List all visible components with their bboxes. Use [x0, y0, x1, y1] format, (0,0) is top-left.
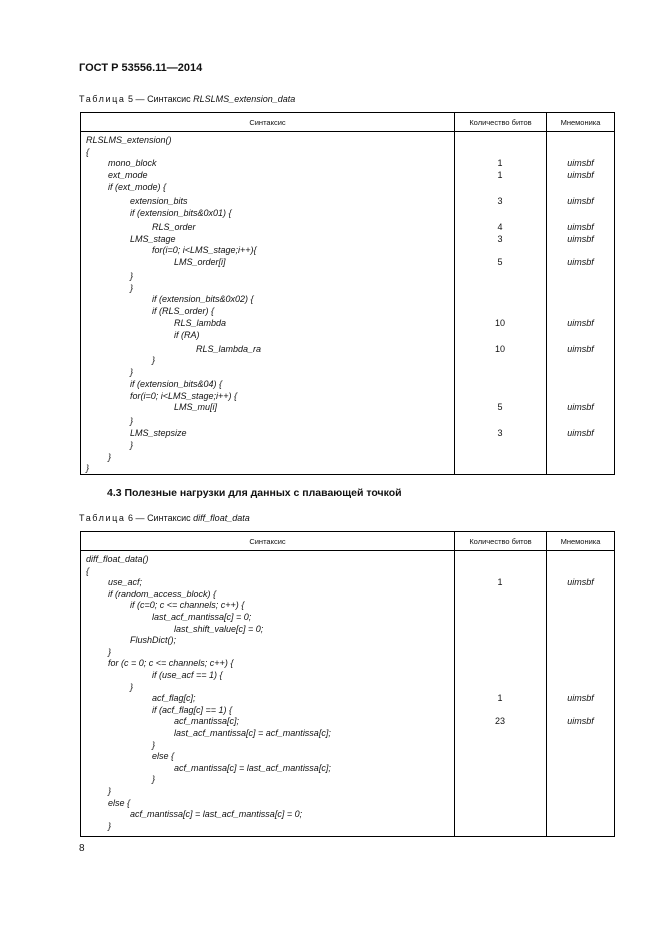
- syntax-code: }: [108, 647, 112, 657]
- table-row: [81, 245, 614, 256]
- syntax-code: }: [130, 367, 134, 377]
- table-row: [81, 612, 614, 623]
- bit-count: 10: [494, 344, 505, 354]
- table-row: [81, 763, 614, 774]
- syntax-code: RLS_order: [152, 222, 196, 232]
- syntax-code: LMS_stepsize: [130, 428, 187, 438]
- mnemonic: uimsbf: [567, 577, 594, 587]
- syntax-table-5: [80, 112, 615, 475]
- bit-count: 23: [494, 716, 505, 726]
- table-row: [81, 271, 614, 282]
- table-row: [81, 740, 614, 751]
- table-row: [81, 821, 614, 832]
- table-row: [81, 428, 614, 439]
- table-row: [81, 257, 614, 268]
- table-row: [81, 158, 614, 169]
- syntax-code: }: [152, 774, 156, 784]
- syntax-code: }: [108, 786, 112, 796]
- table-row: [81, 658, 614, 669]
- bit-count: 1: [497, 693, 503, 703]
- table-row: [81, 463, 614, 474]
- bit-count: 3: [497, 428, 503, 438]
- bit-count: 1: [497, 170, 503, 180]
- table-row: [81, 728, 614, 739]
- table-row: [81, 402, 614, 413]
- table-row: [81, 589, 614, 600]
- column-header-syntax: Синтаксис: [249, 118, 286, 127]
- bit-count: 1: [497, 577, 503, 587]
- column-header-mnemonic: Мнемоника: [560, 537, 601, 546]
- table-row: [81, 440, 614, 451]
- standard-designation: ГОСТ Р 53556.11—2014: [79, 62, 203, 74]
- bit-count: 10: [494, 318, 505, 328]
- syntax-code: }: [108, 821, 112, 831]
- table-row: [81, 234, 614, 245]
- syntax-table-6: [80, 531, 615, 837]
- table-row: [81, 682, 614, 693]
- table-row: [81, 208, 614, 219]
- column-header-mnemonic: Мнемоника: [560, 118, 601, 127]
- syntax-code: }: [86, 463, 90, 473]
- table-row: [81, 577, 614, 588]
- table-row: [81, 600, 614, 611]
- caption-prefix: Синтаксис: [147, 94, 191, 104]
- table-row: [81, 222, 614, 233]
- syntax-code: if (extension_bits&0x01) {: [130, 208, 232, 218]
- mnemonic: uimsbf: [567, 170, 594, 180]
- mnemonic: uimsbf: [567, 234, 594, 244]
- mnemonic: uimsbf: [567, 257, 594, 267]
- table-row: [81, 774, 614, 785]
- syntax-code: last_acf_mantissa[c] = 0;: [152, 612, 252, 622]
- bit-count: 3: [497, 196, 503, 206]
- syntax-code: if (extension_bits&0x02) {: [152, 294, 254, 304]
- bit-count: 4: [497, 222, 503, 232]
- mnemonic: uimsbf: [567, 158, 594, 168]
- table-row: [81, 647, 614, 658]
- syntax-code: diff_float_data(): [86, 554, 149, 564]
- table-row: [81, 693, 614, 704]
- syntax-code: }: [108, 452, 112, 462]
- syntax-code: for(i=0; i<LMS_stage;i++){: [152, 245, 257, 255]
- syntax-code: {: [86, 566, 90, 576]
- syntax-code: LMS_order[i]: [174, 257, 226, 267]
- table-row: [81, 170, 614, 181]
- table-number: 5: [128, 94, 134, 104]
- syntax-code: if (acf_flag[c] == 1) {: [152, 705, 233, 715]
- table-row: [81, 416, 614, 427]
- table-row: [81, 344, 614, 355]
- table-row: [81, 283, 614, 294]
- syntax-code: last_shift_value[c] = 0;: [174, 624, 264, 634]
- table-row: [81, 624, 614, 635]
- table-row: [81, 705, 614, 716]
- caption-prefix: Синтаксис: [147, 513, 191, 523]
- column-header-syntax: Синтаксис: [249, 537, 286, 546]
- syntax-code: acf_mantissa[c] = last_acf_mantissa[c] = 0;: [130, 809, 303, 819]
- table-row: [81, 751, 614, 762]
- table-row: [81, 798, 614, 809]
- bit-count: 1: [497, 158, 503, 168]
- mnemonic: uimsbf: [567, 716, 594, 726]
- table-row: [81, 670, 614, 681]
- page-number: 8: [79, 843, 85, 854]
- header-divider: [81, 131, 614, 132]
- syntax-code: }: [130, 416, 134, 426]
- table-row: [81, 318, 614, 329]
- mnemonic: uimsbf: [567, 196, 594, 206]
- table-row: [81, 306, 614, 317]
- syntax-code: LMS_stage: [130, 234, 176, 244]
- table-row: [81, 330, 614, 341]
- syntax-code: }: [152, 355, 156, 365]
- table-row: [81, 294, 614, 305]
- syntax-code: RLS_lambda: [174, 318, 227, 328]
- mnemonic: uimsbf: [567, 428, 594, 438]
- bit-count: 5: [497, 402, 503, 412]
- syntax-code: FlushDict();: [130, 635, 177, 645]
- table-row: [81, 196, 614, 207]
- column-header-bits: Количество битов: [469, 537, 532, 546]
- syntax-code: RLSLMS_extension(): [86, 135, 172, 145]
- syntax-code: for (c = 0; c <= channels; c++) {: [108, 658, 234, 668]
- syntax-code: }: [130, 440, 134, 450]
- header-divider: [81, 550, 614, 551]
- syntax-code: else {: [108, 798, 131, 808]
- syntax-code: {: [86, 147, 90, 157]
- caption-name: diff_float_data: [193, 513, 250, 523]
- table-row: [81, 182, 614, 193]
- syntax-code: }: [130, 271, 134, 281]
- table-row: [81, 135, 614, 146]
- syntax-code: ext_mode: [108, 170, 148, 180]
- syntax-code: acf_mantissa[c];: [174, 716, 240, 726]
- table-row: [81, 809, 614, 820]
- syntax-code: }: [130, 283, 134, 293]
- column-header-bits: Количество битов: [469, 118, 532, 127]
- syntax-code: last_acf_mantissa[c] = acf_mantissa[c];: [174, 728, 331, 738]
- syntax-code: acf_flag[c];: [152, 693, 196, 703]
- table-row: [81, 452, 614, 463]
- table-number: 6: [128, 513, 134, 523]
- table-row: [81, 716, 614, 727]
- table-row: [81, 554, 614, 565]
- mnemonic: uimsbf: [567, 318, 594, 328]
- syntax-code: if (ext_mode) {: [108, 182, 167, 192]
- syntax-code: if (extension_bits&04) {: [130, 379, 223, 389]
- table-row: [81, 367, 614, 378]
- caption-dash: —: [135, 513, 145, 523]
- caption-dash: —: [135, 94, 145, 104]
- table5-caption: [79, 94, 295, 104]
- syntax-code: if (RA): [174, 330, 200, 340]
- syntax-code: LMS_mu[i]: [174, 402, 218, 412]
- table6-caption: [79, 513, 250, 523]
- syntax-code: extension_bits: [130, 196, 188, 206]
- table-row: [81, 786, 614, 797]
- syntax-code: if (c=0; c <= channels; c++) {: [130, 600, 245, 610]
- syntax-code: }: [130, 682, 134, 692]
- syntax-code: use_acf;: [108, 577, 143, 587]
- table-row: [81, 355, 614, 366]
- table-row: [81, 566, 614, 577]
- syntax-code: acf_mantissa[c] = last_acf_mantissa[c];: [174, 763, 331, 773]
- syntax-code: mono_block: [108, 158, 157, 168]
- table-label: Таблица: [79, 94, 126, 104]
- bit-count: 5: [497, 257, 503, 267]
- syntax-code: for(i=0; i<LMS_stage;i++) {: [130, 391, 238, 401]
- syntax-code: if (use_acf == 1) {: [152, 670, 223, 680]
- syntax-code: if (RLS_order) {: [152, 306, 215, 316]
- syntax-code: if (random_access_block) {: [108, 589, 217, 599]
- table-row: [81, 391, 614, 402]
- table-row: [81, 147, 614, 158]
- table-label: Таблица: [79, 513, 126, 523]
- bit-count: 3: [497, 234, 503, 244]
- syntax-code: else {: [152, 751, 175, 761]
- mnemonic: uimsbf: [567, 693, 594, 703]
- syntax-code: RLS_lambda_ra: [196, 344, 262, 354]
- mnemonic: uimsbf: [567, 222, 594, 232]
- section-heading: 4.3 Полезные нагрузки для данных с плавающей точкой: [107, 487, 402, 499]
- syntax-code: }: [152, 740, 156, 750]
- table-row: [81, 379, 614, 390]
- mnemonic: uimsbf: [567, 344, 594, 354]
- mnemonic: uimsbf: [567, 402, 594, 412]
- table-row: [81, 635, 614, 646]
- caption-name: RLSLMS_extension_data: [193, 94, 296, 104]
